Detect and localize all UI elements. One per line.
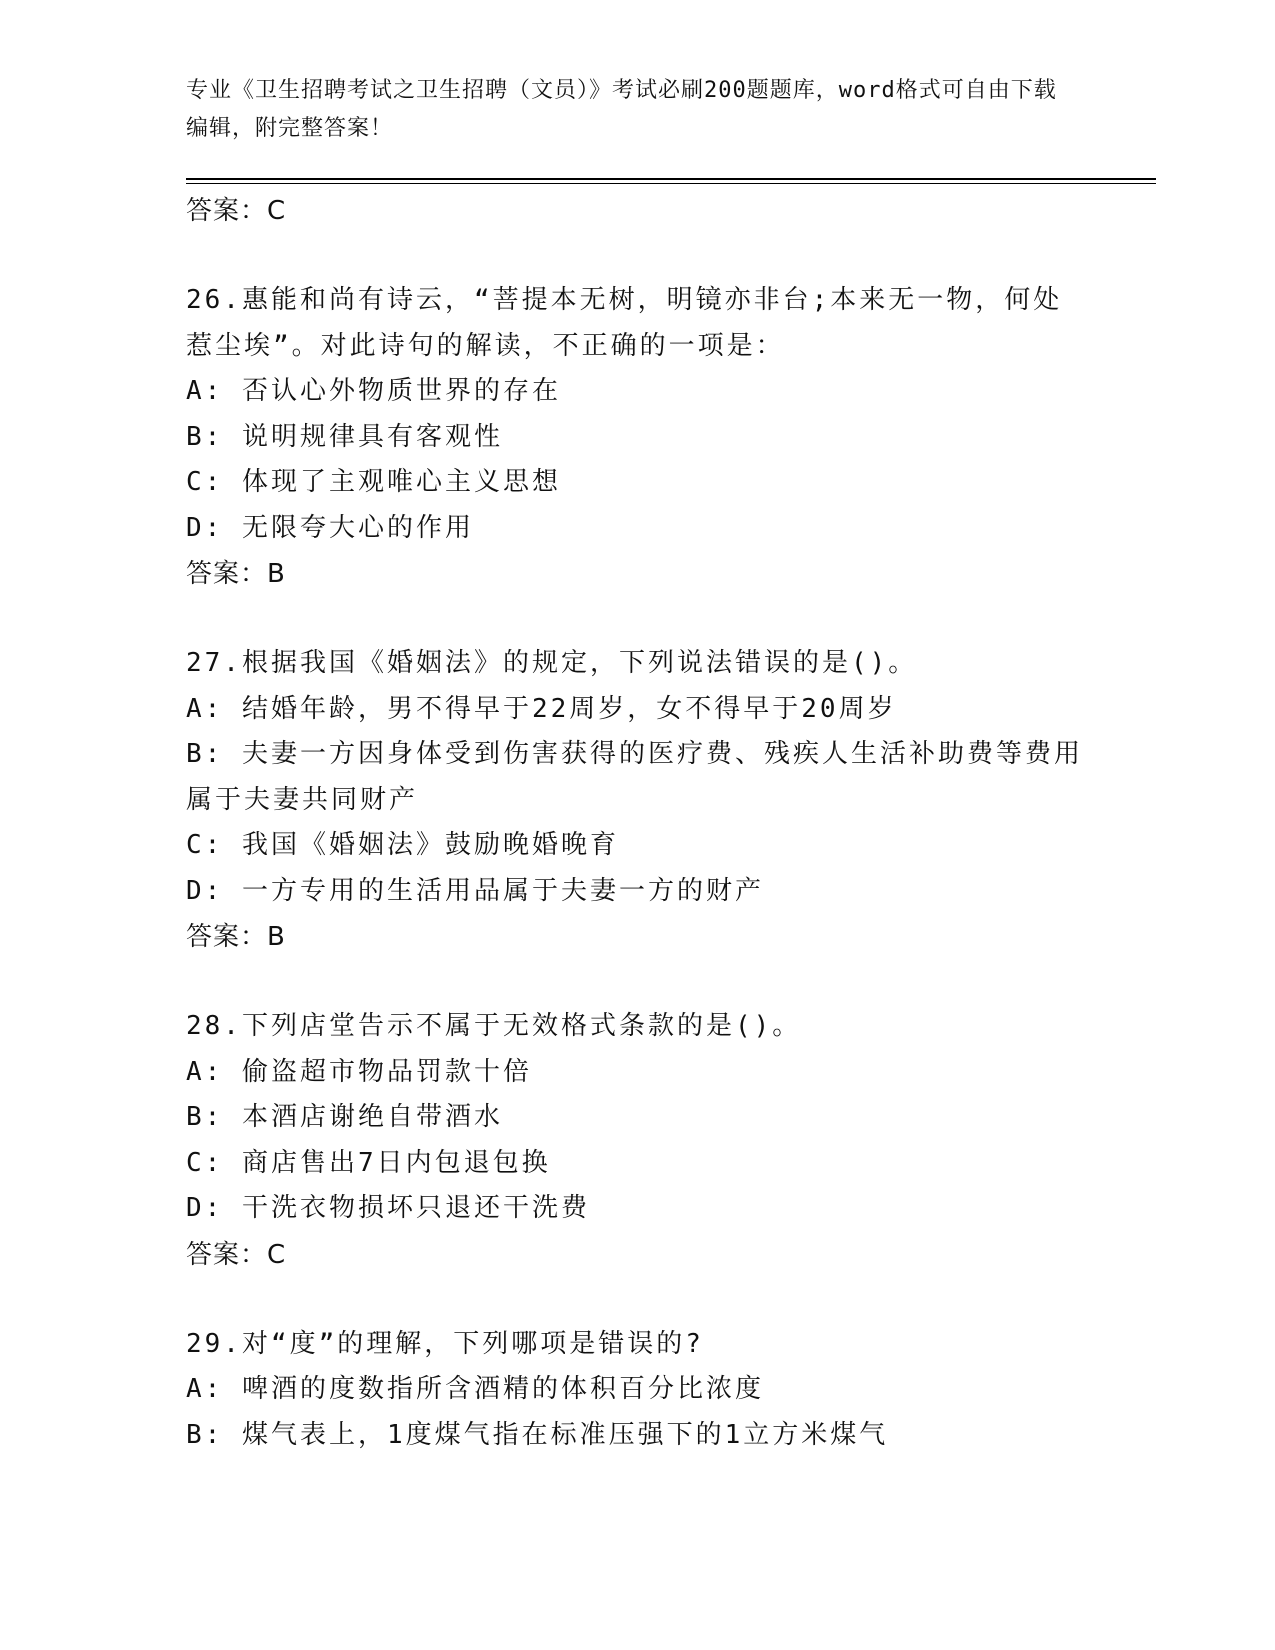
option-a: A: 啤酒的度数指所含酒精的体积百分比浓度 [186, 1374, 764, 1404]
option-d: D: 干洗衣物损坏只退还干洗费 [186, 1193, 590, 1223]
option-c: C: 商店售出7日内包退包换 [186, 1147, 551, 1178]
spacer [186, 597, 1106, 641]
option-a: A: 结婚年龄，男不得早于22周岁，女不得早于20周岁 [186, 693, 897, 724]
question-block [186, 641, 1106, 960]
option-c: C: 体现了主观唯心主义思想 [186, 467, 561, 497]
answer-line: 答案：C [186, 196, 287, 226]
spacer [186, 234, 1106, 278]
option-a: A: 否认心外物质世界的存在 [186, 376, 561, 406]
option-c: C: 我国《婚姻法》鼓励晚婚晚育 [186, 830, 619, 860]
question-stem: 28.下列店堂告示不属于无效格式条款的是()。 [186, 1011, 802, 1041]
answer-line: 答案：B [186, 922, 286, 952]
option-d: D: 无限夸大心的作用 [186, 512, 474, 543]
option-b: B: 煤气表上，1度煤气指在标准压强下的1立方米煤气 [186, 1419, 889, 1450]
option-b: B: 本酒店谢绝自带酒水 [186, 1102, 503, 1132]
header-rule-thick [186, 178, 1156, 180]
header-rule-thin [186, 183, 1156, 184]
question-block [186, 1004, 1106, 1278]
answer-line: 答案：B [186, 559, 286, 589]
question-stem: 27.根据我国《婚姻法》的规定，下列说法错误的是()。 [186, 648, 918, 678]
document-content [186, 188, 1106, 1458]
page-header: 专业《卫生招聘考试之卫生招聘（文员）》考试必刷200题题库，word格式可自由下载编辑，附完整答案！ [186, 78, 1057, 141]
spacer [186, 960, 1106, 1004]
spacer [186, 1278, 1106, 1322]
option-b-continued: 属于夫妻共同财产 [186, 784, 419, 815]
option-d: D: 一方专用的生活用品属于夫妻一方的财产 [186, 875, 764, 906]
question-stem: 26.惠能和尚有诗云，“菩提本无树，明镜亦非台;本来无一物，何处 [186, 285, 1063, 315]
option-b: B: 说明规律具有客观性 [186, 421, 503, 452]
question-stem: 惹尘埃”。对此诗句的解读，不正确的一项是： [186, 330, 785, 361]
option-b: B: 夫妻一方因身体受到伤害获得的医疗费、残疾人生活补助费等费用 [186, 739, 1083, 769]
answer-line: 答案：C [186, 1239, 287, 1270]
question-stem: 29.对“度”的理解，下列哪项是错误的? [186, 1328, 704, 1359]
question-block [186, 278, 1106, 597]
question-block [186, 1322, 1106, 1459]
option-a: A: 偷盗超市物品罚款十倍 [186, 1056, 532, 1087]
